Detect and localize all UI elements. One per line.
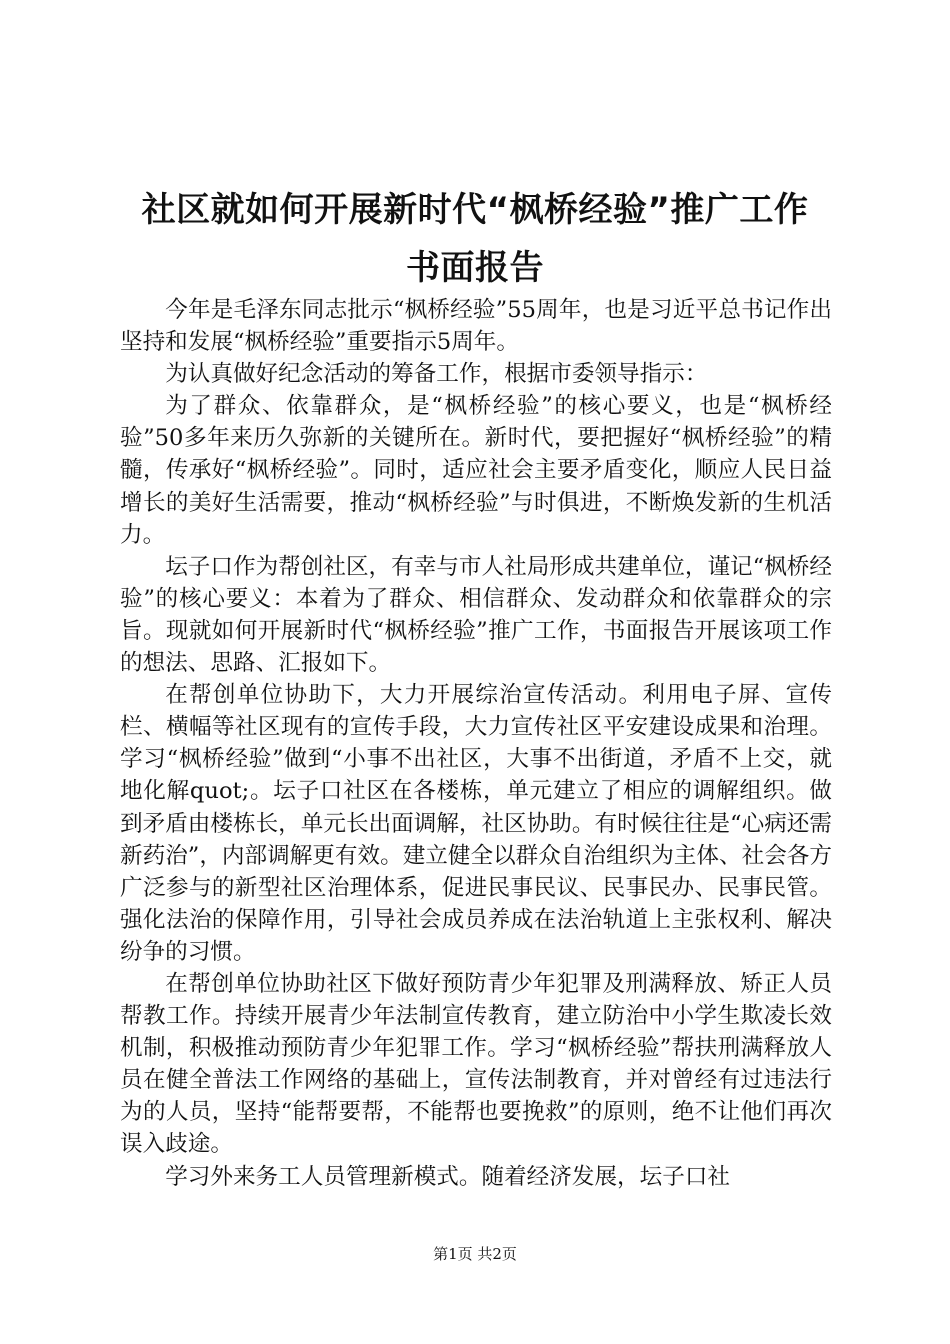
paragraph: 学习外来务工人员管理新模式。随着经济发展，坛子口社	[165, 1163, 731, 1190]
paragraph: 坛子口作为帮创社区，有幸与市人社局形成共建单位，谨记“枫桥经验”的核心要义：本着为了群众、相信群众、发动群众和依靠群众的宗旨。现就如何开展新时代“枫桥经验”推广工作，书面报告开展该项工作的想法、思路、汇报如下。	[120, 553, 832, 677]
document-body	[120, 294, 832, 1193]
paragraph: 今年是毛泽东同志批示“枫桥经验”55周年，也是习近平总书记作出坚持和发展“枫桥经验”重要指示5周年。	[120, 297, 832, 356]
paragraph: 在帮创单位协助下，大力开展综治宣传活动。利用电子屏、宣传栏、横幅等社区现有的宣传手段，大力宣传社区平安建设成果和治理。学习“枫桥经验”做到“小事不出社区，大事不出街道，矛盾不上交，就地化解quot;。坛子口社区在各楼栋，单元建立了相应的调解组织。做到矛盾由楼栋长，单元长出面调解，社区协助。有时候往往是“心病还需新药治”，内部调解更有效。建立健全以群众自治组织为主体、社会各方广泛参与的新型社区治理体系，促进民事民议、民事民办、民事民管。强化法治的保障作用，引导社会成员养成在法治轨道上主张权利、解决纷争的习惯。	[120, 682, 832, 965]
paragraph: 为认真做好纪念活动的筹备工作，根据市委领导指示：	[165, 361, 708, 388]
paragraph: 在帮创单位协助社区下做好预防青少年犯罪及刑满释放、矫正人员帮教工作。持续开展青少年法制宣传教育，建立防治中小学生欺凌长效机制，积极推动预防青少年犯罪工作。学习“枫桥经验”帮扶刑满释放人员在健全普法工作网络的基础上，宣传法制教育，并对曾经有过违法行为的人员，坚持“能帮要帮，不能帮也要挽救”的原则，绝不让他们再次误入歧途。	[120, 970, 832, 1158]
document-title-line1: 社区就如何开展新时代“枫桥经验”推广工作	[141, 190, 809, 230]
page-number-footer: 第1页 共2页	[433, 1245, 517, 1263]
document-title-line2: 书面报告	[406, 248, 544, 288]
paragraph: 为了群众、依靠群众，是“枫桥经验”的核心要义，也是“枫桥经验”50多年来历久弥新的关键所在。新时代，要把握好“枫桥经验”的精髓，传承好“枫桥经验”。同时，适应社会主要矛盾变化，顺应人民日益增长的美好生活需要，推动“枫桥经验”与时俱进，不断焕发新的生机活力。	[120, 393, 832, 548]
